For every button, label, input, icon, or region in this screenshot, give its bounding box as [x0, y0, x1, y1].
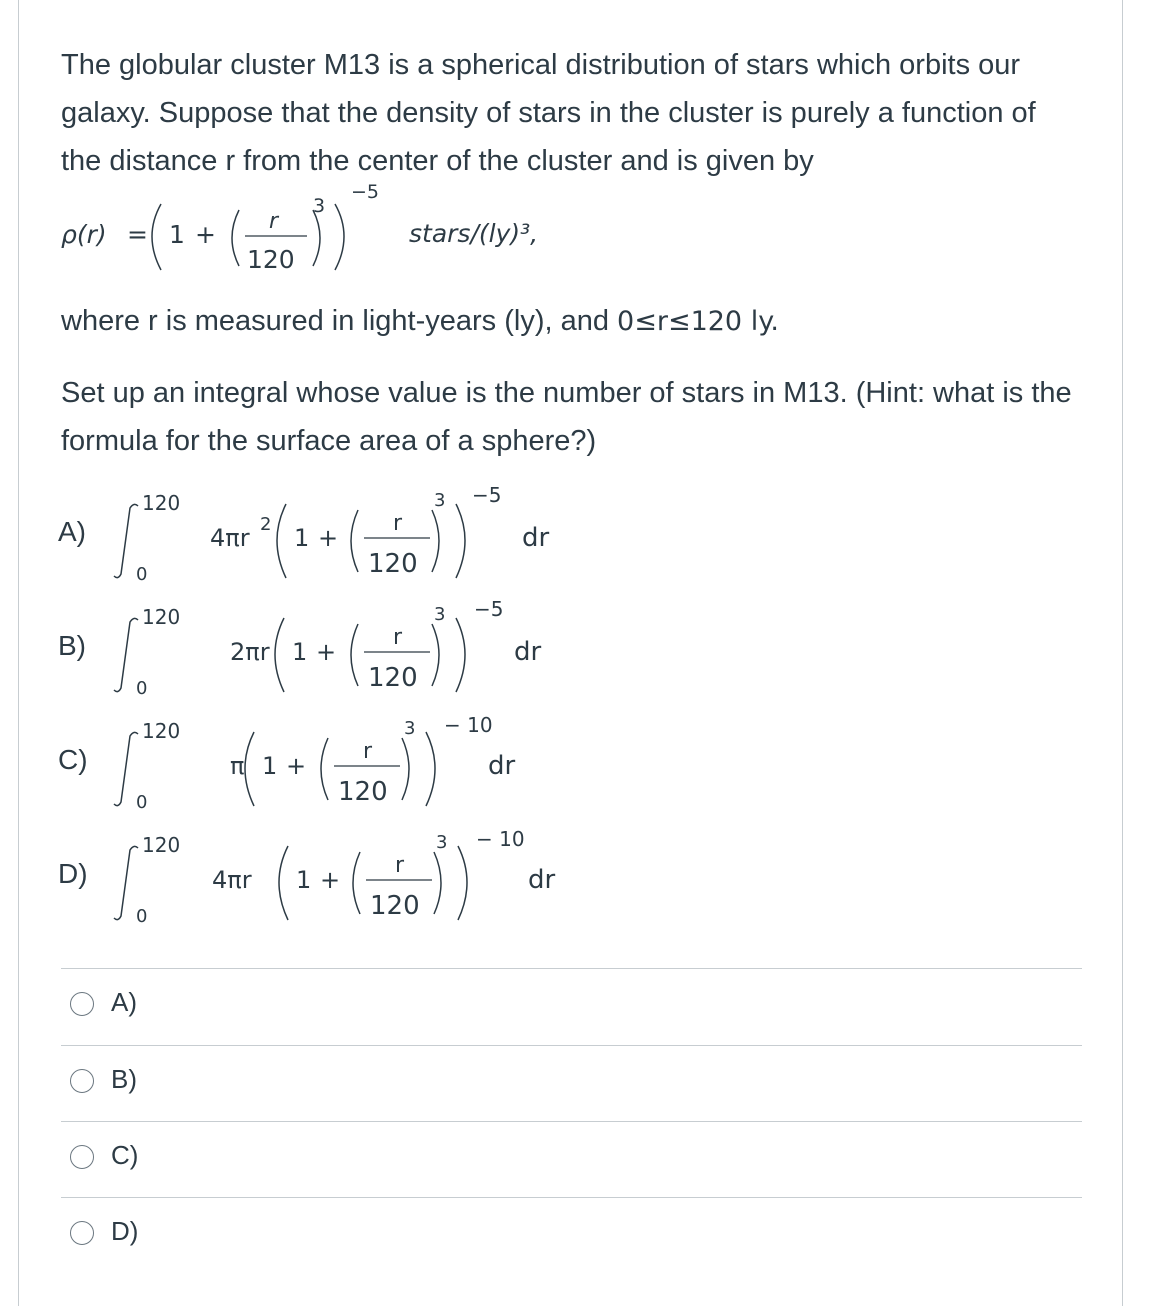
upper-limit: 120: [142, 605, 181, 629]
outer-exponent: − 10: [476, 828, 525, 851]
where-clause: where r is measured in light-years (ly), and: [61, 305, 618, 337]
inner-exponent: 3: [434, 604, 446, 625]
range-inequality: 0≤r≤120 ly.: [617, 306, 779, 337]
density-outer-exponent: −5: [351, 181, 380, 203]
outer-exponent: −5: [474, 600, 504, 621]
panel-right-border: [1122, 0, 1123, 1306]
outer-left-paren: [279, 846, 288, 920]
inner-right-paren: [432, 510, 439, 572]
upper-limit: 120: [142, 491, 181, 515]
density-denominator: 120: [247, 245, 295, 274]
differential: dr: [488, 751, 516, 781]
density-formula: [61, 180, 661, 285]
density-inner-left-paren: [232, 210, 239, 266]
one: 1: [292, 638, 308, 666]
density-inner-exponent: 3: [313, 195, 326, 217]
answer-c-label[interactable]: C): [111, 1140, 139, 1170]
outer-left-paren: [245, 732, 254, 806]
plus: +: [318, 524, 339, 552]
density-lhs: ρ(r): [61, 220, 107, 249]
inner-left-paren: [321, 738, 328, 800]
lower-limit: 0: [136, 678, 148, 699]
question-intro: The globular cluster M13 is a spherical distribution of stars which orbits our galaxy. Suppose that the density of stars in the cluster is purely a function of the distance r from the center of the cluster and is given by: [61, 49, 1036, 177]
choice-a: [58, 486, 678, 596]
numerator: r: [393, 511, 403, 536]
density-units: stars/(ly)³,: [409, 219, 539, 248]
panel-left-border: [18, 0, 19, 1306]
choice-d-label: D): [58, 858, 88, 889]
density-inner-right-paren: [313, 210, 320, 266]
one: 1: [262, 752, 278, 780]
answer-option-c[interactable]: [61, 1122, 1081, 1198]
inner-left-paren: [351, 624, 358, 686]
inner-right-paren: [402, 738, 409, 800]
answer-option-a[interactable]: [61, 969, 1081, 1045]
density-one: 1: [169, 220, 185, 249]
differential: dr: [522, 523, 550, 553]
integral-sign: [114, 732, 138, 805]
answer-b-radio[interactable]: [70, 1069, 94, 1093]
choice-d: [58, 828, 678, 938]
coefficient: 2πr: [230, 638, 270, 666]
setup-text: Set up an integral whose value is the number of stars in M13. (Hint: what is the formula for the surface area of a sphere?): [61, 377, 1072, 457]
coefficient: 4πr: [212, 866, 252, 894]
denominator: 120: [368, 663, 418, 693]
outer-right-paren: [458, 846, 467, 920]
coefficient: π: [230, 752, 245, 780]
inner-left-paren: [353, 852, 360, 914]
outer-right-paren: [456, 618, 465, 692]
density-outer-right-paren: [335, 204, 344, 270]
upper-limit: 120: [142, 833, 181, 857]
choice-c: [58, 714, 678, 824]
outer-exponent: − 10: [444, 714, 493, 737]
choice-b: [58, 600, 678, 710]
numerator: r: [395, 853, 405, 878]
one: 1: [294, 524, 310, 552]
density-outer-left-paren: [152, 204, 161, 270]
inner-exponent: 3: [434, 490, 446, 511]
choice-b-label: B): [58, 630, 86, 661]
plus: +: [316, 638, 337, 666]
answer-option-b[interactable]: [61, 1046, 1081, 1122]
answer-b-label[interactable]: B): [111, 1064, 137, 1094]
inner-right-paren: [432, 624, 439, 686]
where-text: [61, 297, 1081, 346]
denominator: 120: [368, 549, 418, 579]
choice-a-label: A): [58, 516, 86, 547]
density-plus: +: [195, 220, 216, 249]
inner-right-paren: [434, 852, 441, 914]
answer-a-radio[interactable]: [70, 992, 94, 1016]
inner-exponent: 3: [436, 832, 448, 853]
answer-option-d[interactable]: [61, 1198, 1081, 1274]
integral-sign: [114, 504, 138, 577]
one: 1: [296, 866, 312, 894]
lower-limit: 0: [136, 906, 148, 927]
answer-d-label[interactable]: D): [111, 1216, 139, 1246]
outer-right-paren: [426, 732, 435, 806]
denominator: 120: [370, 891, 420, 921]
answer-d-radio[interactable]: [70, 1221, 94, 1245]
integral-sign: [114, 618, 138, 691]
choice-c-label: C): [58, 744, 88, 775]
outer-right-paren: [456, 504, 465, 578]
inner-left-paren: [351, 510, 358, 572]
numerator: r: [393, 625, 403, 650]
density-numerator: r: [269, 209, 279, 234]
numerator: r: [363, 739, 373, 764]
coefficient-exponent: 2: [260, 514, 272, 535]
answer-a-label[interactable]: A): [111, 987, 137, 1017]
answer-c-radio[interactable]: [70, 1145, 94, 1169]
outer-left-paren: [275, 618, 284, 692]
plus: +: [320, 866, 341, 894]
outer-exponent: −5: [472, 486, 502, 507]
inner-exponent: 3: [404, 718, 416, 739]
denominator: 120: [338, 777, 388, 807]
density-equals: =: [127, 220, 148, 249]
lower-limit: 0: [136, 792, 148, 813]
integral-sign: [114, 846, 138, 919]
differential: dr: [528, 865, 556, 895]
coefficient: 4πr: [210, 524, 250, 552]
outer-left-paren: [277, 504, 286, 578]
lower-limit: 0: [136, 564, 148, 585]
differential: dr: [514, 637, 542, 667]
upper-limit: 120: [142, 719, 181, 743]
plus: +: [286, 752, 307, 780]
